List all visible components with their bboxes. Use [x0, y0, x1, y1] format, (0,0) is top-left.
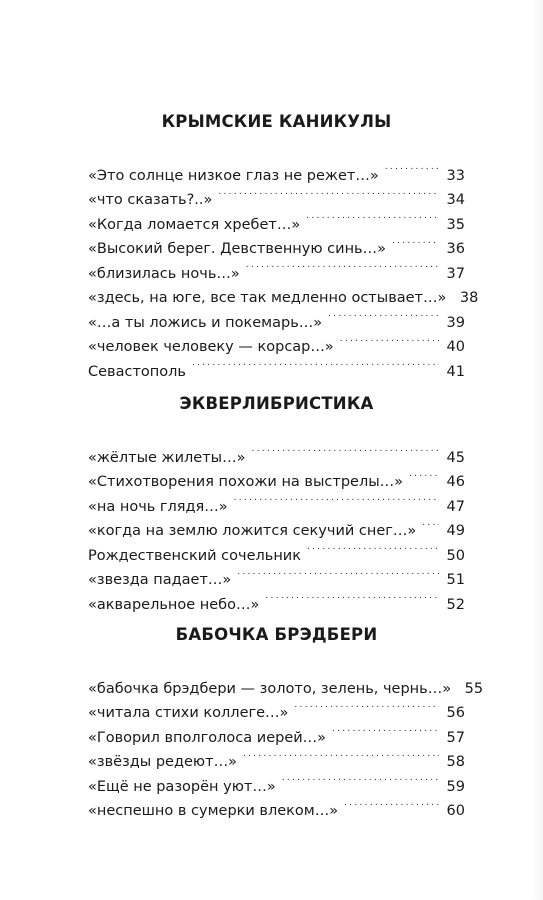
toc-entry — [88, 437, 465, 466]
page-number: 52 — [446, 596, 465, 613]
entry-title: «что сказать?..» — [88, 192, 213, 208]
dot-leader — [340, 327, 439, 352]
entry-title: «Стихотворения похожи на выстрелы…» — [88, 474, 404, 490]
page-number: 34 — [446, 192, 465, 208]
page-number: 55 — [464, 680, 484, 697]
page-number: 59 — [446, 778, 465, 795]
page-number: 57 — [446, 729, 465, 746]
section-title: БАБОЧКА БРЭДБЕРИ — [175, 625, 378, 644]
dot-leader — [422, 511, 439, 536]
dot-leader — [265, 584, 439, 609]
page-number: 45 — [446, 449, 465, 466]
entry-title: «близилась ночь…» — [88, 265, 240, 282]
entry-title: Севастополь — [88, 363, 186, 380]
dot-leader — [385, 155, 439, 180]
dot-leader — [307, 535, 439, 560]
entry-title: «Это солнце низкое глаз не режет…» — [88, 167, 379, 184]
dot-leader — [234, 486, 439, 511]
entry-title: «человек человеку — корсар…» — [88, 339, 334, 355]
dot-leader — [306, 204, 439, 229]
toc-entries — [88, 437, 465, 613]
page-number: 58 — [446, 754, 465, 770]
toc-section — [88, 392, 465, 613]
page-number: 39 — [446, 314, 465, 331]
page-number: 40 — [446, 339, 465, 355]
entry-title: «Когда ломается хребет…» — [88, 216, 301, 233]
toc-section — [88, 623, 484, 819]
dot-leader — [192, 351, 439, 376]
page-number: 60 — [446, 803, 465, 819]
entry-title: «Ещё не разорён уют…» — [88, 778, 276, 795]
dot-leader — [252, 437, 440, 462]
entry-title: «здесь, на юге, все так медленно остывает…» — [88, 290, 447, 306]
dot-leader — [246, 253, 439, 278]
toc-entry — [88, 155, 465, 184]
page-number: 47 — [446, 498, 465, 515]
page-number: 33 — [446, 167, 465, 184]
page-edge-shadow — [531, 0, 543, 900]
page-number: 36 — [446, 241, 465, 257]
section-title: ЭКВЕРЛИБРИСТИКА — [179, 394, 374, 413]
toc-entries — [88, 668, 484, 819]
page-number: 46 — [446, 474, 465, 490]
entry-title: «бабочка брэдбери — золото, зелень, чернь…» — [88, 680, 452, 697]
entry-title: «Говорил вполголоса иерей…» — [88, 729, 327, 746]
entry-title: «когда на землю ложится секучий снег…» — [88, 523, 417, 539]
page-number: 37 — [446, 265, 465, 282]
toc-entry — [88, 668, 484, 697]
toc-entries — [88, 155, 479, 380]
entry-title: «неспешно в сумерки влеком…» — [88, 803, 339, 819]
dot-leader — [392, 229, 439, 254]
entry-title: «на ночь глядя…» — [88, 498, 228, 515]
entry-title: «звёзды редеют…» — [88, 754, 237, 770]
page-number: 35 — [446, 216, 465, 233]
dot-leader — [218, 180, 439, 205]
entry-title: Рождественский сочельник — [88, 547, 301, 564]
page-number: 50 — [446, 547, 465, 564]
entry-title: «Высокий берег. Девственную синь…» — [88, 241, 386, 257]
dot-leader — [243, 742, 439, 767]
dot-leader — [294, 693, 439, 718]
dot-leader — [328, 302, 439, 327]
entry-title: «…а ты ложись и покемарь…» — [88, 314, 323, 331]
entry-title: «читала стихи коллеге…» — [88, 705, 289, 721]
dot-leader — [282, 766, 439, 791]
page-number: 38 — [459, 290, 479, 306]
page-number: 41 — [446, 363, 465, 380]
section-title: КРЫМСКИЕ КАНИКУЛЫ — [161, 112, 392, 131]
entry-title: «акварельное небо…» — [88, 596, 260, 613]
entry-title: «звезда падает…» — [88, 572, 232, 588]
dot-leader — [332, 717, 439, 742]
page-number: 51 — [446, 572, 465, 588]
page-number: 49 — [446, 523, 465, 539]
toc-section — [88, 110, 479, 380]
dot-leader — [409, 462, 439, 487]
page-number: 56 — [446, 705, 465, 721]
dot-leader — [344, 791, 439, 816]
dot-leader — [237, 560, 439, 585]
entry-title: «жёлтые жилеты…» — [88, 449, 246, 466]
